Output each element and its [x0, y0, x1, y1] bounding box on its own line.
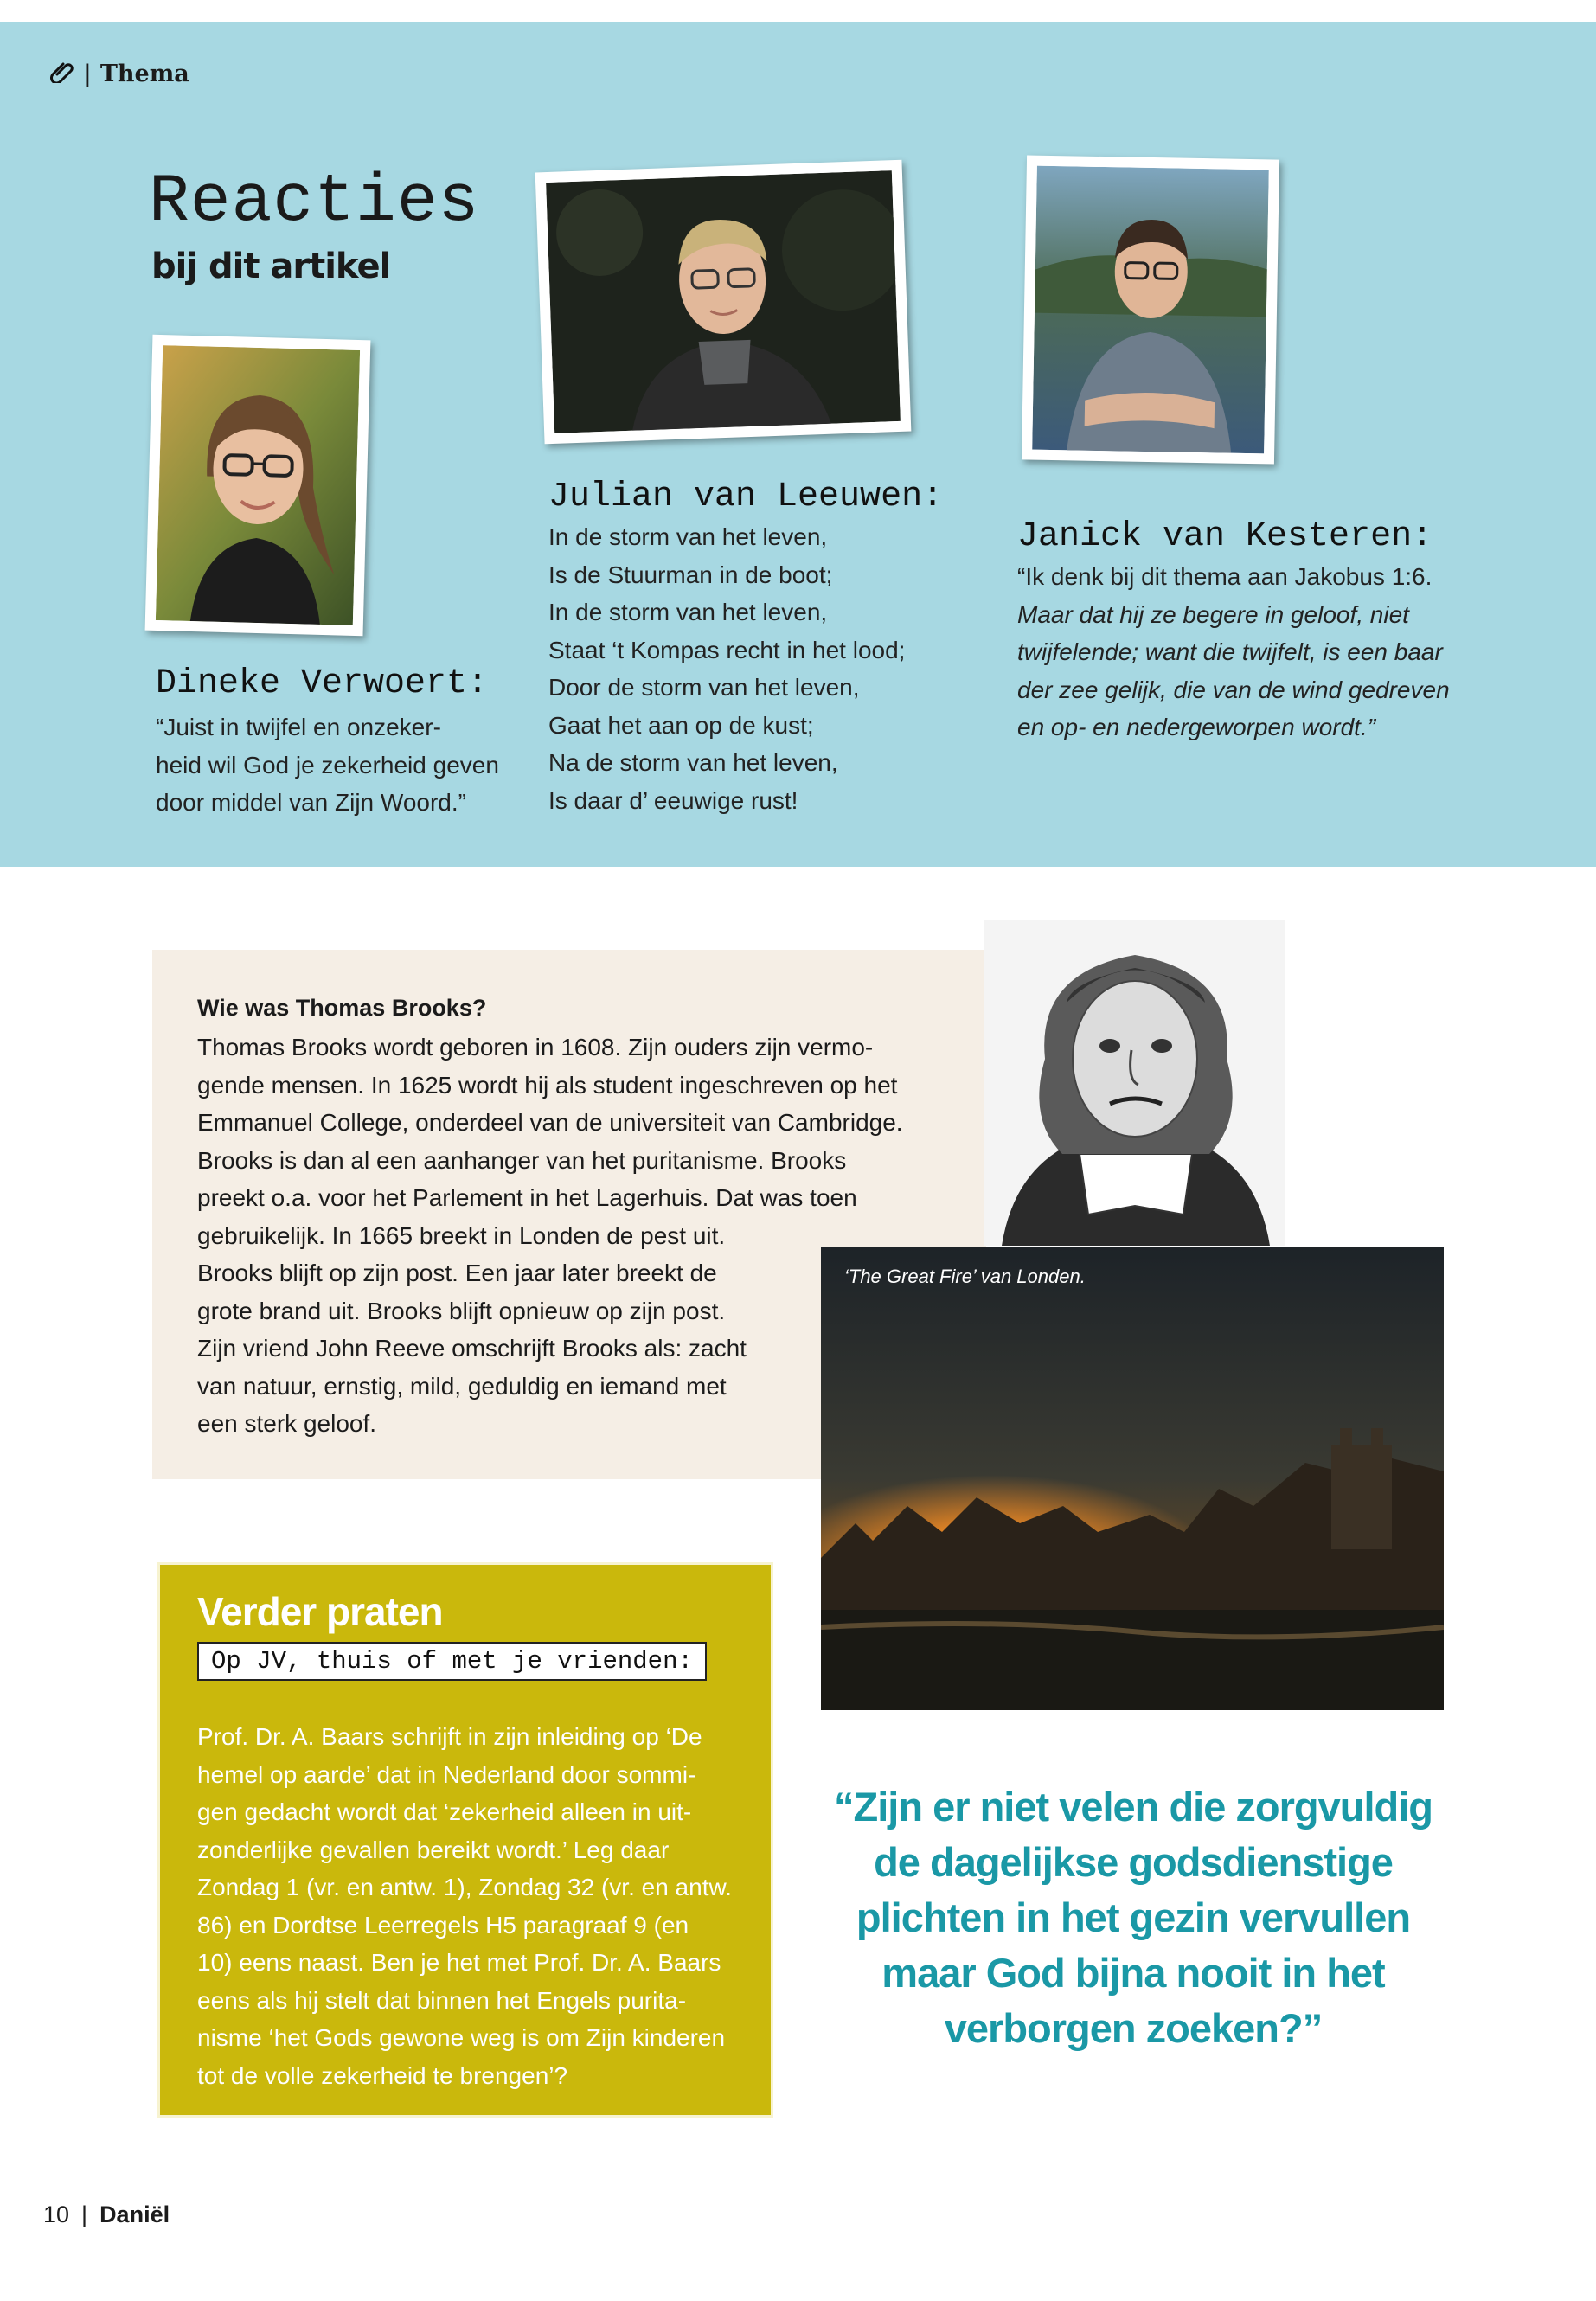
person-name: Janick van Kesteren: — [1017, 517, 1433, 556]
info-box-heading: Wie was Thomas Brooks? — [197, 995, 487, 1021]
page-footer — [43, 2202, 170, 2228]
pull-quote: “Zijn er niet velen die zorgvuldig de dagelijkse godsdienstige plichten in het gezin vervullen maar God bijna nooit in het verborgen zoeken?” — [834, 1784, 1433, 2051]
photo-dineke — [145, 335, 371, 636]
paperclip-icon — [50, 59, 74, 89]
section-tag — [50, 59, 189, 89]
discussion-text: Prof. Dr. A. Baars schrijft in zijn inleiding op ‘De hemel op aarde’ dat in Nederland door sommi- gen gedacht wordt dat ‘zekerheid alleen in uit- zonderlijke gevallen bereikt wordt.’ Leg daar Zondag 1 (vr. en antw. 1), Zondag 32 (vr. en antw. 86) en Dordtse Leerregels H5 paragraaf 9 (en 10) eens naast. Ben je het met Prof. Dr. A. Baars eens als hij stelt dat binnen het Engels purita- nisme ‘het Gods gewone weg is om Zijn kinderen tot de volle zekerheid te brengen’? — [197, 1723, 732, 2089]
photo-julian — [535, 160, 912, 445]
person-name: Julian van Leeuwen: — [548, 478, 944, 516]
person-name: Dineke Verwoert: — [156, 664, 489, 703]
photo-janick — [1022, 155, 1279, 464]
reaction-dineke — [156, 664, 519, 822]
portrait-thomas-brooks — [984, 920, 1285, 1250]
section-separator: | — [83, 61, 92, 87]
section-label: Thema — [99, 61, 189, 87]
image-caption: ‘The Great Fire’ van Londen. — [844, 1266, 1086, 1287]
page-subtitle: bij dit artikel — [151, 247, 391, 286]
discussion-label: Op JV, thuis of met je vrienden: — [197, 1642, 707, 1681]
person-quote: “Juist in twijfel en onzeker- heid wil God je zekerheid geven door middel van Zijn Woord.” — [156, 714, 499, 816]
person-poem: In de storm van het leven, Is de Stuurman in de boot; In de storm van het leven, Staat ‘t Kompas recht in het lood; Door de storm van het leven, Gaat het aan op de kust; Na de storm van het leven, Is daar d’ eeuwige rust! — [548, 523, 906, 814]
person-quote: “Ik denk bij dit thema aan Jakobus 1:6. Maar dat hij ze begere in geloof, niet twijfelende; want die twijfelt, is een baar der zee gelijk, die van de wind gedreven en op- en nedergeworpen wordt.” — [1017, 563, 1450, 740]
info-box-text: Thomas Brooks wordt geboren in 1608. Zijn ouders zijn vermo- gende mensen. In 1625 wordt hij als student ingeschreven op het Emmanuel College, onderdeel van de universiteit van Cambridge. Brooks is dan al een aanhanger van het puritanisme. Brooks preekt o.a. voor het Parlement in het Lagerhuis. Dat was toen gebruikelijk. In 1665 breekt in Londen de pest uit. Brooks blijft op zijn post. Een jaar later breekt de grote brand uit. Brooks blijft opnieuw op zijn post. Zijn vriend John Reeve omschrijft Brooks als: zacht van natuur, ernstig, mild, geduldig en iemand met een sterk geloof. — [197, 1034, 903, 1437]
reaction-janick — [1017, 517, 1502, 747]
reaction-julian — [548, 478, 955, 819]
page-number: 10 — [43, 2202, 70, 2227]
page-title: Reacties — [149, 164, 480, 240]
discussion-title: Verder praten — [197, 1589, 443, 1634]
publication-name: Daniël — [99, 2202, 170, 2227]
footer-separator: | — [81, 2202, 88, 2227]
